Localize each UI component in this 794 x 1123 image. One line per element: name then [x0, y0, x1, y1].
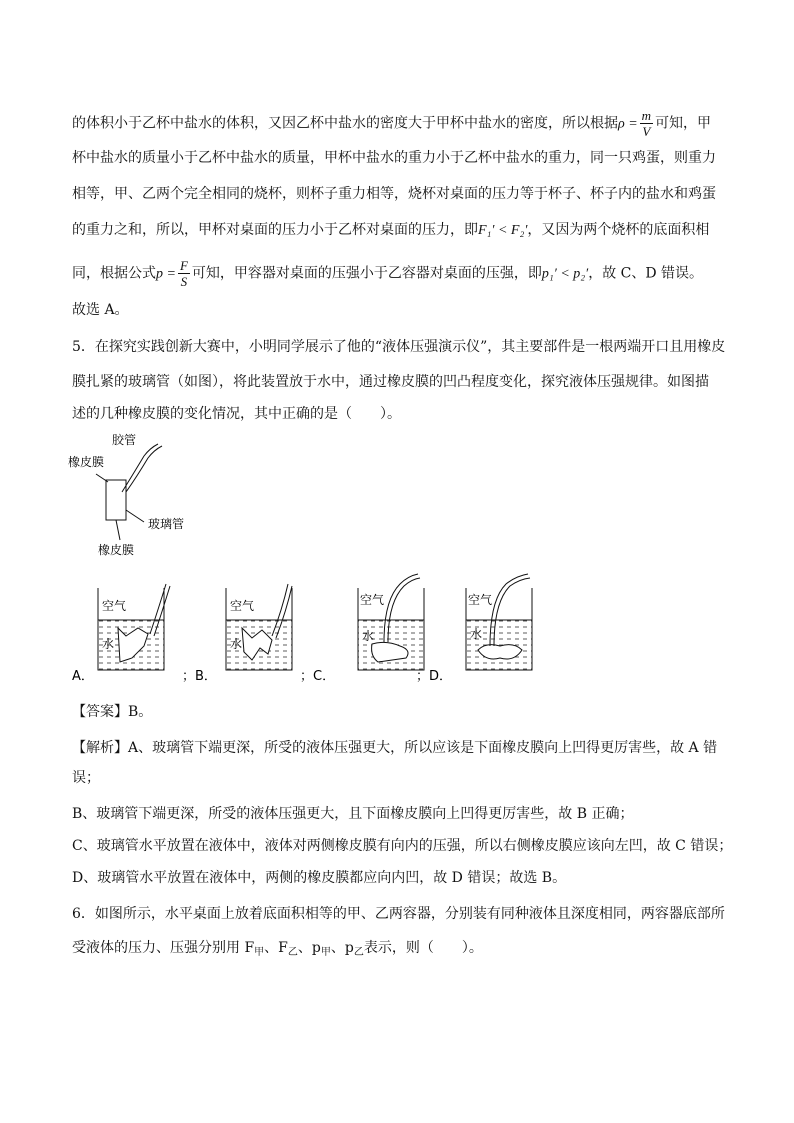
text-span: 的重力之和，所以，甲杯对桌面的压力小于乙杯对桌面的压力，即: [72, 222, 478, 238]
text-span: ，又因为两个烧杯的底面积相: [527, 222, 710, 238]
subscript: 甲: [254, 947, 265, 958]
text-line: 杯中盐水的质量小于乙杯中盐水的质量，甲杯中盐水的重力小于乙杯中盐水的重力，同一只鸡蛋，则重力: [72, 150, 716, 166]
text-span: 受液体的压力、压强分别用 F: [72, 940, 255, 956]
fraction: [640, 108, 653, 139]
analysis-line: D、玻璃管水平放置在液体中，两侧的橡皮膜都应向内凹，故 D 错误；故选 B。: [72, 870, 567, 886]
text-line: 故选 A。: [72, 302, 129, 318]
analysis-line: C、玻璃管水平放置在液体中，液体对两侧橡皮膜有向内的压强，所以右侧橡皮膜应该向左凹，故 C 错误；: [72, 838, 733, 854]
option-d-figure: [466, 574, 532, 670]
subscript: 甲: [320, 947, 331, 958]
apparatus-diagram: [66, 430, 206, 560]
text-span: 同，根据公式: [72, 265, 156, 282]
question-5-line: 5．在探究实践创新大赛中，小明同学展示了他的“液体压强演示仪”，其主要部件是一根两端开口且用橡皮: [72, 339, 726, 355]
text-span: 可知，甲容器对桌面的压强小于乙容器对桌面的压强，即: [191, 265, 542, 282]
leader-line: [126, 510, 144, 522]
option-c-figure: [358, 574, 424, 670]
fraction-denominator: S: [180, 274, 188, 289]
text-line: 相等，甲、乙两个完全相同的烧杯，则杯子重力相等，烧杯对桌面的压力等于杯子、杯子内的盐水和鸡蛋: [72, 186, 716, 202]
options-diagram: [66, 570, 536, 690]
text-span: 表示，则（ ）。: [363, 940, 483, 956]
text-span: 、p: [297, 940, 321, 956]
analysis-line: 误；: [72, 770, 100, 786]
fraction: [178, 258, 190, 289]
text-span: 、p: [330, 940, 354, 956]
label-membrane-bottom: 橡皮膜: [98, 543, 135, 557]
label-air: 空气: [230, 599, 255, 613]
answer-line: 【答案】B。: [72, 704, 153, 720]
question-5-line: 膜扎紧的玻璃管（如图），将此装置放于水中，通过橡皮膜的凹凸程度变化，探究液体压强规律。如图描: [72, 374, 709, 390]
text-span: 可知，甲: [655, 115, 712, 132]
question-6-line: [72, 938, 732, 963]
question-5-line: 述的几种橡皮膜的变化情况，其中正确的是（ ）。: [72, 406, 401, 422]
text-line: [72, 220, 732, 241]
formula-lhs: ρ =: [618, 116, 638, 132]
text-span: ，故 C、D 错误。: [588, 265, 704, 282]
label-air: 空气: [102, 599, 127, 613]
label-water: 水: [362, 629, 375, 643]
membrane-shape: [478, 645, 522, 659]
fraction-numerator: m: [641, 108, 652, 123]
label-water: 水: [102, 637, 115, 651]
label-water: 水: [470, 627, 483, 641]
label-water: 水: [230, 637, 243, 651]
glass-tube: [106, 480, 126, 520]
option-a-label: A．: [72, 669, 94, 684]
label-tube: 胶管: [112, 433, 137, 447]
text-span: 的体积小于乙杯中盐水的体积，又因乙杯中盐水的密度大于甲杯中盐水的密度，所以根据: [72, 115, 618, 132]
rubber-tube-outer: [122, 444, 158, 492]
analysis-line: 【解析】A、玻璃管下端更深，所受的液体压强更大，所以应该是下面橡皮膜向上凹得更厉害些，故 A 错: [72, 740, 718, 756]
question-6-line: 6．如图所示，水平桌面上放着底面积相等的甲、乙两容器，分别装有同种液体且深度相同，两容器底部所: [72, 906, 725, 922]
subscript: 乙: [287, 947, 298, 958]
option-d-label: ；D．: [416, 669, 453, 684]
label-air: 空气: [468, 593, 493, 607]
label-glass-tube: 玻璃管: [148, 517, 185, 531]
leader-line: [116, 520, 120, 540]
formula-lhs: p =: [156, 266, 176, 282]
option-b-label: ；B．: [182, 669, 217, 684]
option-b-figure: [226, 584, 292, 670]
rubber-tube-inner: [126, 446, 162, 492]
formula-inline: p₁′ < p₂′: [541, 266, 589, 282]
fraction-numerator: F: [179, 258, 188, 273]
text-line: [72, 108, 732, 139]
leader-line: [96, 474, 108, 482]
text-span: 、F: [264, 940, 288, 956]
analysis-line: B、玻璃管下端更深，所受的液体压强更大，且下面橡皮膜向上凹得更厉害些，故 B 正确；: [72, 806, 634, 822]
formula-inline: F₁′ < F₂′: [478, 223, 528, 238]
text-line: [72, 258, 732, 289]
label-air: 空气: [360, 593, 385, 607]
label-membrane-top: 橡皮膜: [68, 455, 105, 469]
fraction-denominator: V: [642, 124, 651, 139]
subscript: 乙: [353, 947, 364, 958]
option-c-label: ；C．: [300, 669, 336, 684]
option-a-figure: [98, 584, 170, 670]
